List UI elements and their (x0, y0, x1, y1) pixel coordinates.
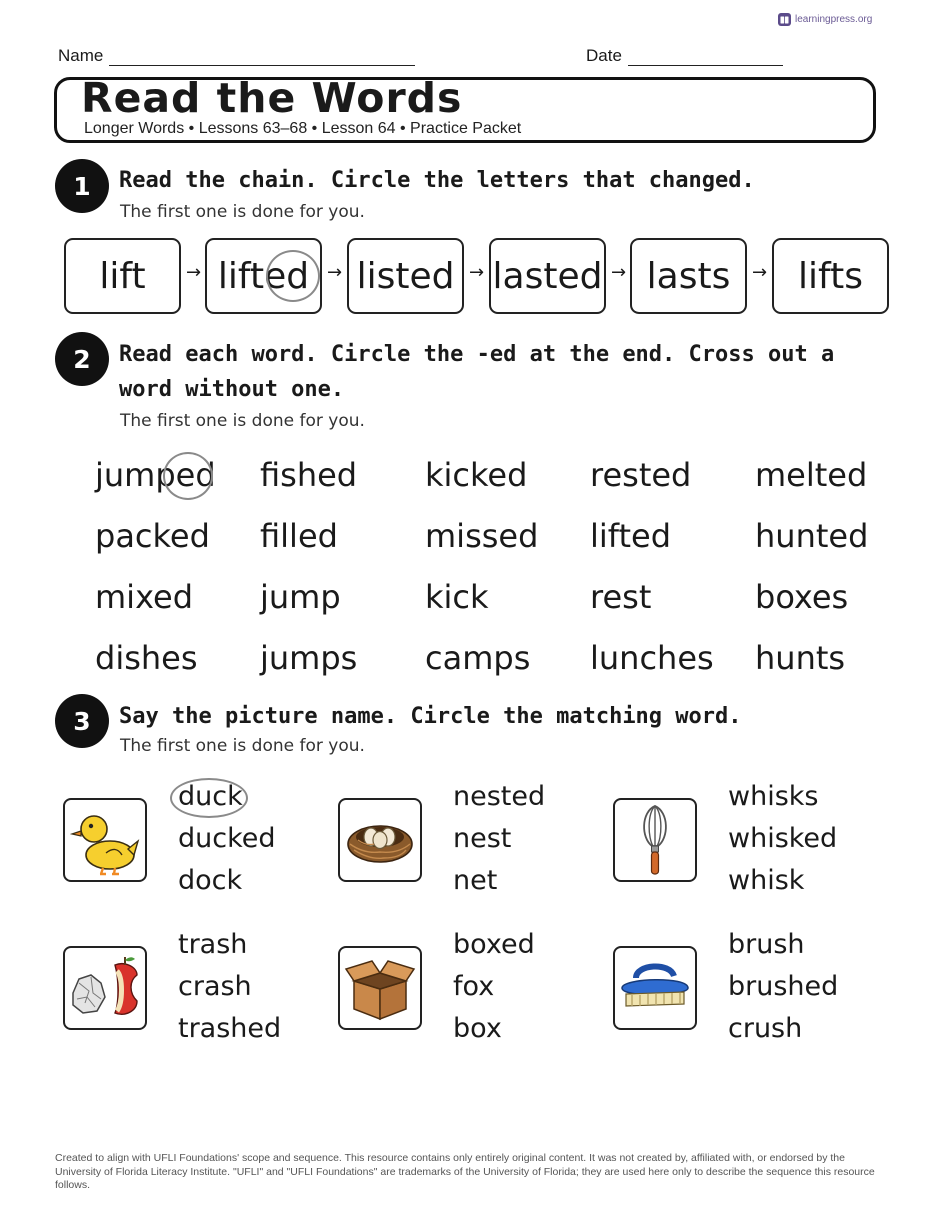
chain-arrow-icon: → (469, 262, 485, 283)
option-word[interactable]: trash (178, 929, 248, 960)
duck-icon (70, 803, 140, 877)
option-word[interactable]: dock (178, 865, 243, 896)
section-2-hint: The first one is done for you. (120, 411, 365, 431)
word-item[interactable]: rested (590, 456, 692, 494)
date-line[interactable] (628, 49, 783, 66)
option-word[interactable]: brush (728, 929, 805, 960)
word-item[interactable]: kicked (425, 456, 528, 494)
word-item[interactable]: kick (425, 578, 489, 616)
section-3-number: 3 (55, 694, 109, 748)
word-item[interactable]: hunts (755, 639, 846, 677)
chain-arrow-icon: → (752, 262, 768, 283)
chain-arrow-icon: → (611, 262, 627, 283)
chain-word-5: lasts (630, 238, 747, 314)
word-item[interactable]: dishes (95, 639, 198, 677)
chain-word-3: listed (347, 238, 464, 314)
section-1-number: 1 (55, 159, 109, 213)
picture-card-whisk (613, 798, 697, 882)
word-item[interactable]: lunches (590, 639, 714, 677)
word-item[interactable]: filled (260, 517, 338, 555)
page-title: Read the Words (81, 74, 463, 122)
option-word[interactable]: whisked (728, 823, 838, 854)
section-2-instruction-line-2: word without one. (119, 377, 345, 402)
brand-link[interactable] (778, 13, 872, 26)
option-word[interactable]: crush (728, 1013, 803, 1044)
chain-arrow-icon: → (186, 262, 202, 283)
chain-word-1: lift (64, 238, 181, 314)
date-field[interactable] (586, 46, 783, 66)
name-field[interactable] (58, 46, 415, 66)
word-item[interactable]: camps (425, 639, 531, 677)
brush-icon (618, 958, 692, 1018)
section-2-number: 2 (55, 332, 109, 386)
date-label: Date (586, 46, 622, 65)
option-word[interactable]: fox (453, 971, 495, 1002)
section-3-instruction: Say the picture name. Circle the matching word. (119, 704, 742, 729)
name-label: Name (58, 46, 104, 65)
name-line[interactable] (109, 49, 415, 66)
section-1-instruction: Read the chain. Circle the letters that changed. (119, 168, 755, 193)
picture-card-duck (63, 798, 147, 882)
picture-card-nest (338, 798, 422, 882)
option-word[interactable]: crash (178, 971, 252, 1002)
chain-arrow-icon: → (327, 262, 343, 283)
book-icon (778, 13, 791, 26)
option-word[interactable]: ducked (178, 823, 276, 854)
brand-label: learningpress.org (795, 14, 873, 25)
box-icon (344, 953, 416, 1023)
option-word[interactable]: box (453, 1013, 502, 1044)
option-word[interactable]: boxed (453, 929, 535, 960)
word-item[interactable]: jump (260, 578, 341, 616)
section-3-hint: The first one is done for you. (120, 736, 365, 756)
word-item[interactable]: fished (260, 456, 358, 494)
picture-card-box (338, 946, 422, 1030)
option-word[interactable]: nest (453, 823, 512, 854)
picture-card-brush (613, 946, 697, 1030)
word-item[interactable]: rest (590, 578, 652, 616)
picture-card-trash (63, 946, 147, 1030)
word-item[interactable]: lifted (590, 517, 672, 555)
section-2-instruction-line-1: Read each word. Circle the -ed at the end. Cross out a (119, 342, 835, 367)
word-item[interactable]: packed (95, 517, 210, 555)
word-item[interactable]: mixed (95, 578, 194, 616)
chain-word-2: lifted (205, 238, 322, 314)
option-word[interactable]: nested (453, 781, 546, 812)
footer-disclaimer: Created to align with UFLI Foundations' scope and sequence. This resource contains only entirely original content. It was not created by, affiliated with, or endorsed by the University of Florida Literacy Institute. "UFLI" and "UFLI Foundations" are trademarks of the University of Florida; they are used here only to describe the sequence this resource follows. (55, 1152, 875, 1191)
option-word[interactable]: duck (178, 781, 243, 812)
word-item[interactable]: boxes (755, 578, 849, 616)
option-word[interactable]: net (453, 865, 498, 896)
word-item[interactable]: missed (425, 517, 539, 555)
chain-word-4: lasted (489, 238, 606, 314)
nest-icon (344, 810, 416, 870)
whisk-icon (635, 802, 675, 878)
word-item[interactable]: jumps (260, 639, 358, 677)
option-word[interactable]: brushed (728, 971, 839, 1002)
section-1-hint: The first one is done for you. (120, 202, 365, 222)
option-word[interactable]: whisks (728, 781, 819, 812)
page-subtitle: Longer Words • Lessons 63–68 • Lesson 64 • Practice Packet (84, 120, 522, 137)
word-item[interactable]: melted (755, 456, 868, 494)
trash-icon (67, 953, 143, 1023)
option-word[interactable]: whisk (728, 865, 805, 896)
word-item[interactable]: jumped (95, 456, 216, 494)
chain-word-6: lifts (772, 238, 889, 314)
option-word[interactable]: trashed (178, 1013, 282, 1044)
word-item[interactable]: hunted (755, 517, 869, 555)
